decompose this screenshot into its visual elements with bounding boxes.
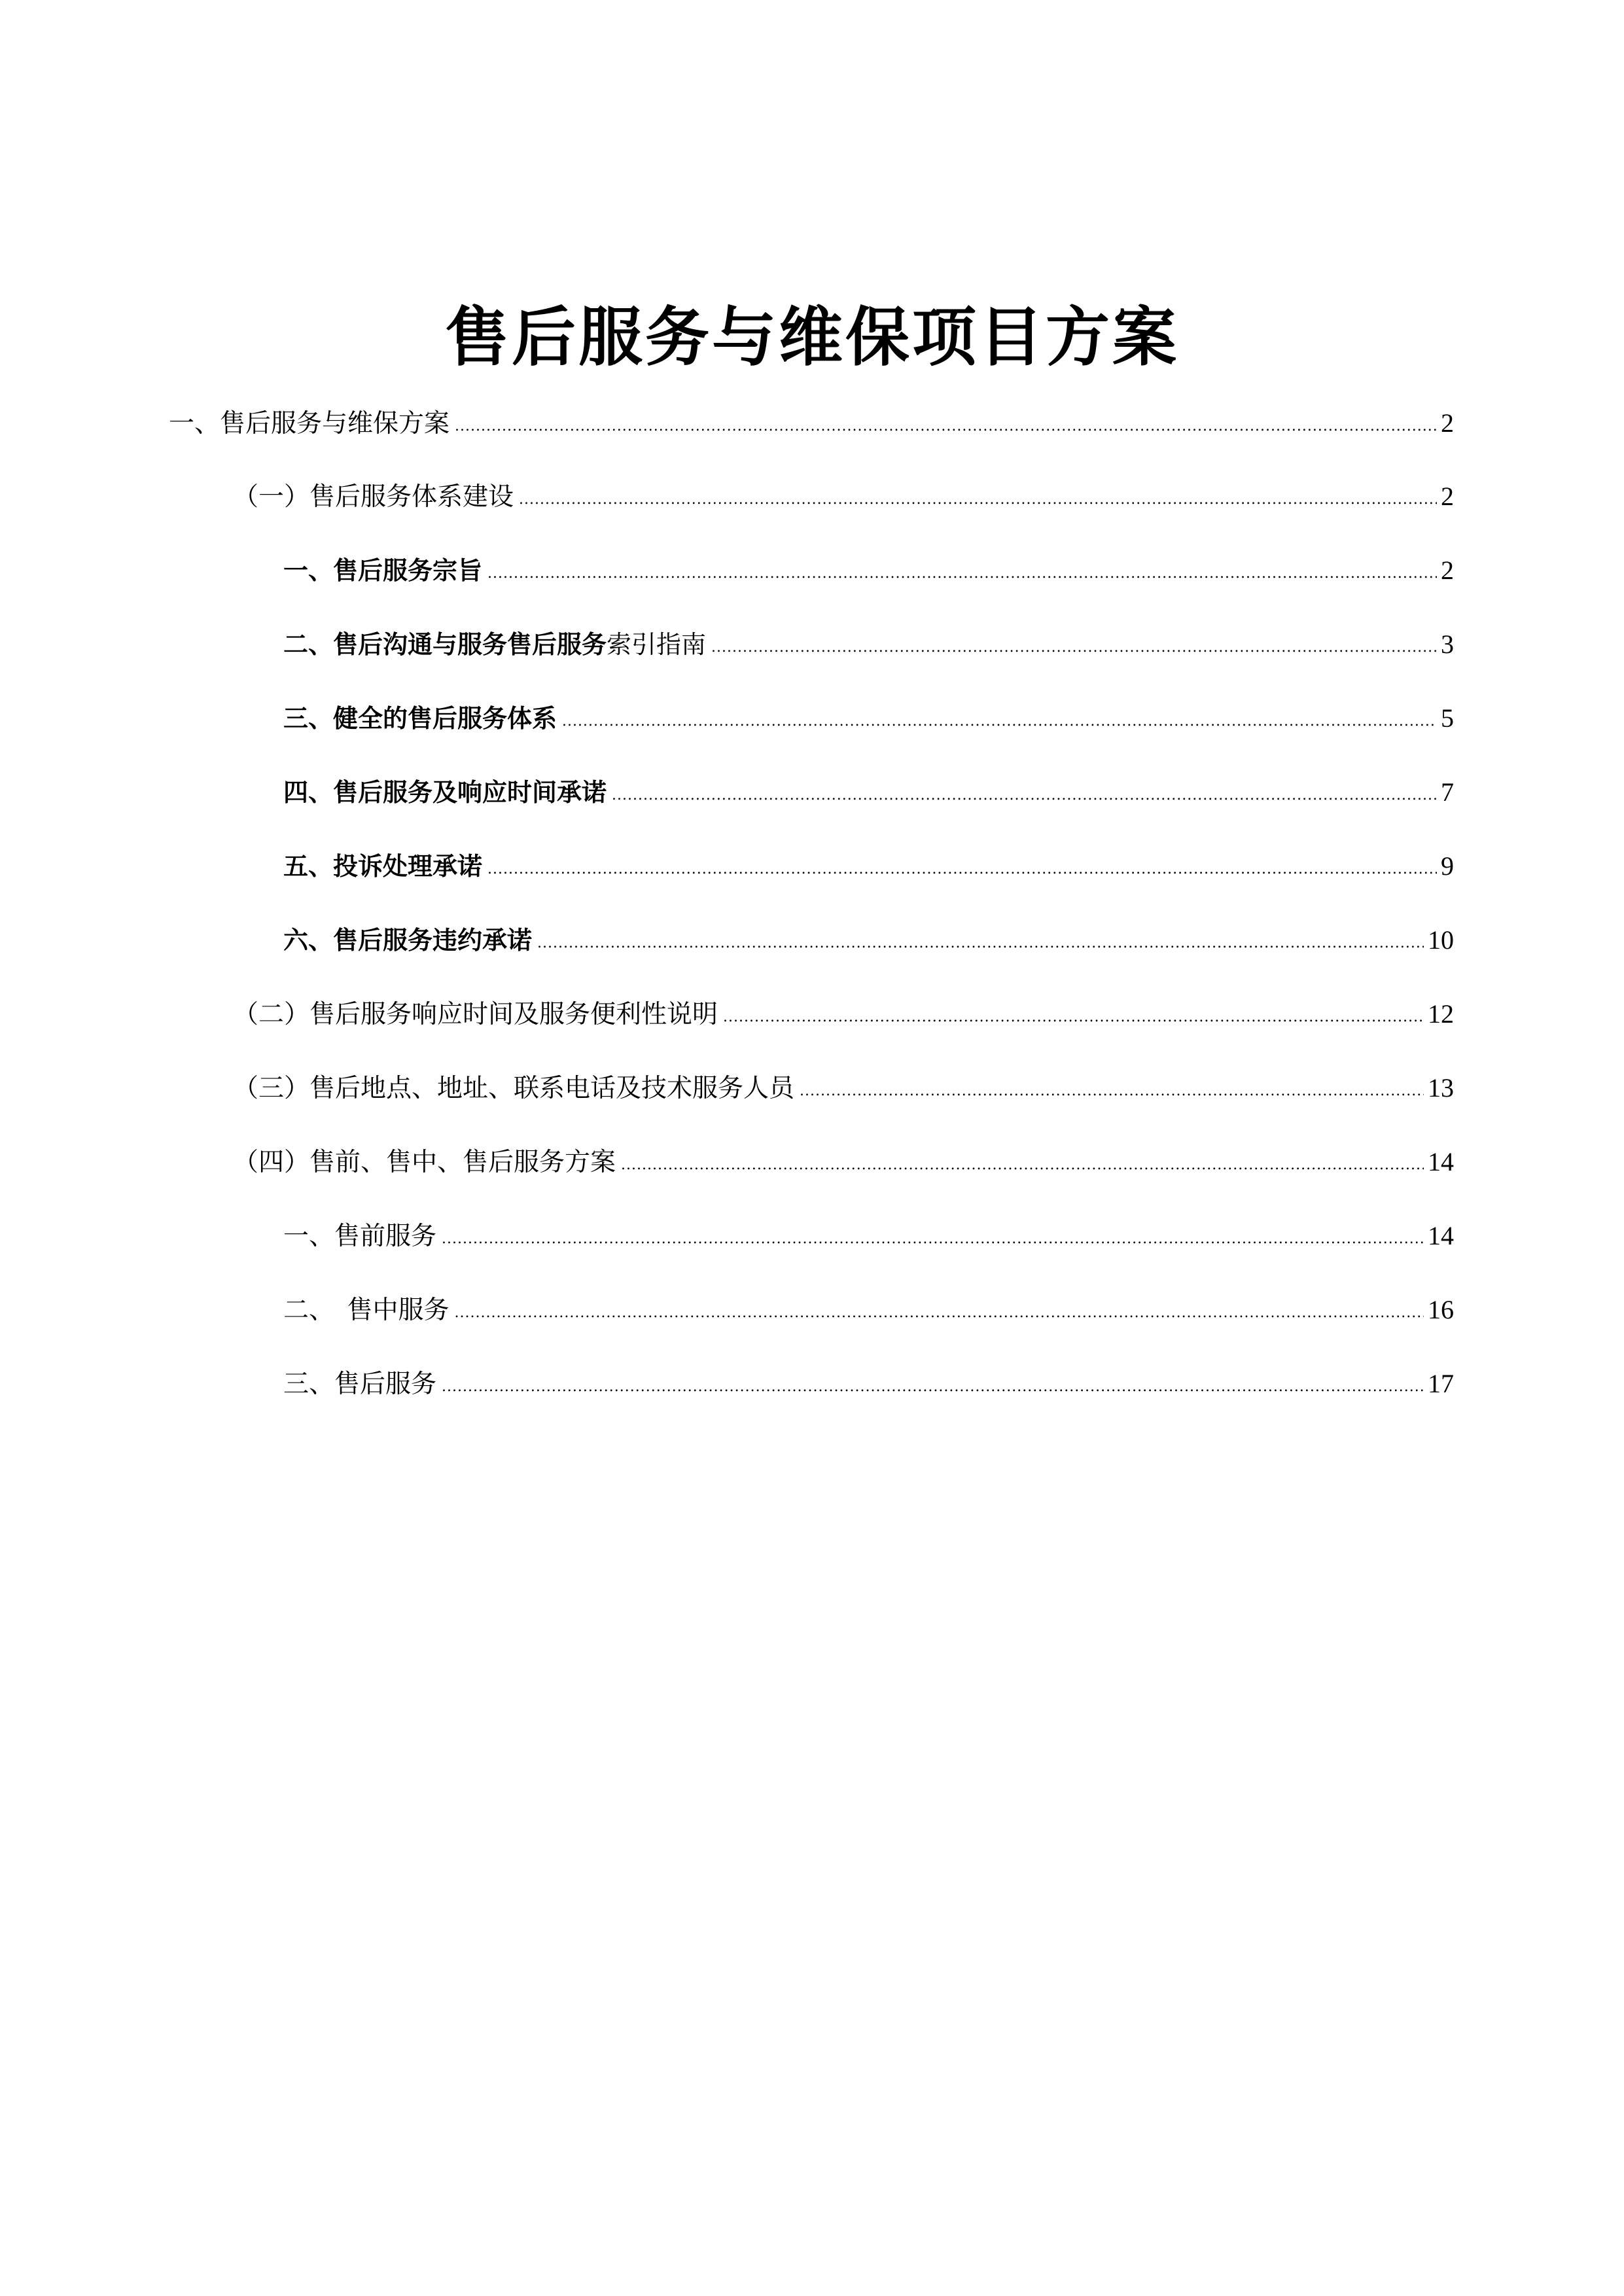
toc-entry[interactable] — [283, 699, 1454, 738]
toc-entry[interactable] — [283, 551, 1454, 590]
toc-entry-label: 四、售后服务及响应时间承诺 — [283, 778, 607, 807]
toc-entry-label: 一、售后服务与维保方案 — [169, 409, 450, 438]
toc-entry-label: （一）售后服务体系建设 — [233, 482, 514, 512]
toc-entry[interactable] — [283, 1290, 1454, 1330]
toc-entry[interactable] — [233, 995, 1454, 1034]
toc-entry-label: 六、售后服务违约承诺 — [283, 926, 533, 955]
toc-entry-label: 二、 售中服务 — [283, 1296, 450, 1325]
toc-entry[interactable] — [233, 1142, 1454, 1182]
toc-entry[interactable] — [233, 477, 1454, 516]
toc-page-number: 12 — [1428, 999, 1454, 1029]
toc-dot-leader — [562, 702, 1437, 741]
toc-page-number: 16 — [1428, 1295, 1454, 1324]
toc-entry[interactable] — [283, 921, 1454, 960]
toc-entry[interactable] — [283, 847, 1454, 886]
toc-entry[interactable] — [283, 1364, 1454, 1404]
toc-dot-leader — [612, 776, 1437, 815]
toc-dot-leader — [800, 1072, 1424, 1111]
toc-entry-label: （四）售前、售中、售后服务方案 — [233, 1148, 616, 1177]
toc-entry-label: （三）售后地点、地址、联系电话及技术服务人员 — [233, 1074, 795, 1103]
toc-dot-leader — [442, 1220, 1424, 1259]
toc-entry-label: 三、健全的售后服务体系 — [283, 704, 557, 733]
toc-entry[interactable] — [283, 1216, 1454, 1256]
toc-page-number: 14 — [1428, 1221, 1454, 1250]
toc-dot-leader — [621, 1146, 1424, 1185]
toc-page-number: 2 — [1441, 482, 1454, 511]
toc-page-number: 3 — [1441, 629, 1454, 659]
toc-entry[interactable] — [283, 773, 1454, 812]
toc-dot-leader — [455, 1294, 1424, 1333]
toc-entry[interactable] — [233, 1069, 1454, 1108]
toc-page-number: 7 — [1441, 777, 1454, 807]
toc-dot-leader — [537, 924, 1424, 963]
toc-page-number: 10 — [1428, 925, 1454, 955]
toc-page-number: 9 — [1441, 851, 1454, 881]
toc-entry-label: 三、售后服务 — [283, 1369, 437, 1399]
toc-dot-leader — [723, 998, 1424, 1037]
toc-dot-leader — [455, 407, 1437, 446]
toc-entry-label — [283, 625, 706, 664]
toc-page-number: 13 — [1428, 1073, 1454, 1103]
toc-entry-label: 一、售后服务宗旨 — [283, 556, 483, 585]
toc-entry-label: 一、售前服务 — [283, 1222, 437, 1251]
toc-page-number: 17 — [1428, 1369, 1454, 1398]
toc-dot-leader — [519, 480, 1437, 520]
toc-entry-label-suffix: 索引指南 — [607, 630, 707, 659]
toc-page-number: 2 — [1441, 408, 1454, 438]
toc-page-number: 14 — [1428, 1147, 1454, 1176]
toc-entry-label: （二）售后服务响应时间及服务便利性说明 — [233, 1000, 718, 1029]
toc-dot-leader — [487, 850, 1437, 889]
toc-entry[interactable] — [283, 625, 1454, 664]
document-title: 售后服务与维保项目方案 — [444, 299, 1179, 375]
toc-entry-label: 五、投诉处理承诺 — [283, 852, 483, 881]
toc-page-number: 5 — [1441, 703, 1454, 733]
toc-dot-leader — [487, 554, 1437, 593]
toc-entry[interactable] — [169, 404, 1454, 443]
toc-entry-label-main: 二、售后沟通与服务售后服务 — [283, 630, 607, 659]
toc-dot-leader — [711, 628, 1437, 667]
toc-page-number: 2 — [1441, 556, 1454, 585]
toc-dot-leader — [442, 1368, 1424, 1407]
